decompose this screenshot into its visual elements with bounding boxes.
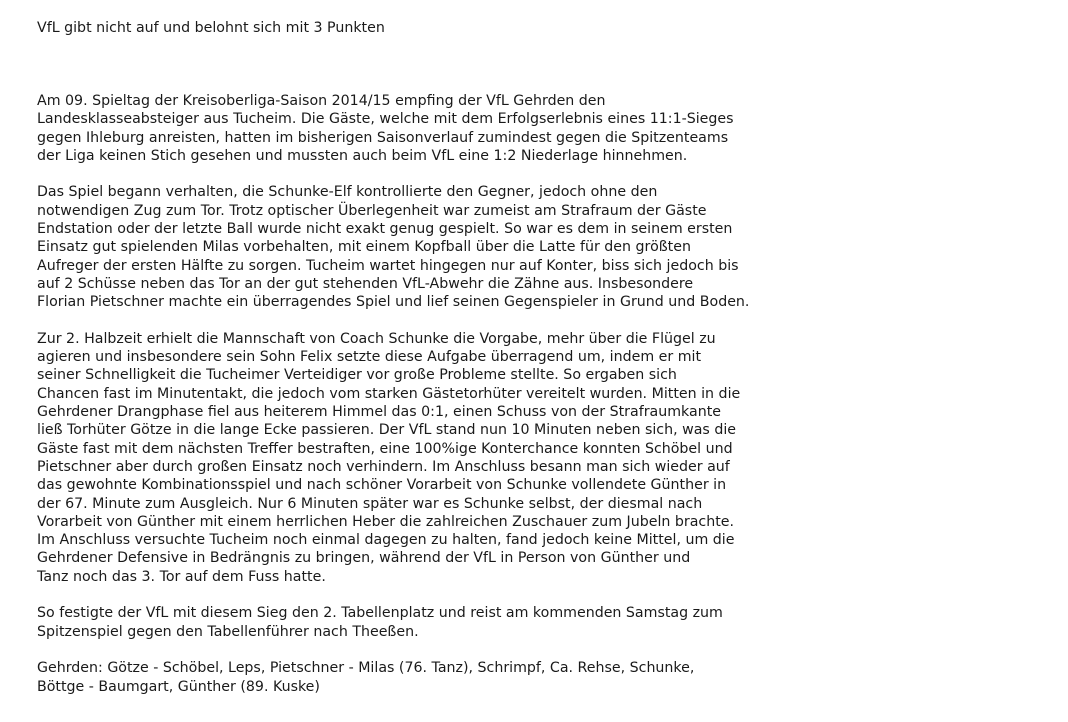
text-line: Landesklasseabsteiger aus Tucheim. Die Gäste, welche mit dem Erfolgserlebnis eines 11:1-Sieges	[37, 111, 734, 128]
text-line: agieren und insbesondere sein Sohn Felix setzte diese Aufgabe überragend um, indem er mit	[37, 349, 702, 366]
text-line: So festigte der VfL mit diesem Sieg den 2. Tabellenplatz und reist am kommenden Samstag zum	[37, 605, 723, 622]
text-line: Florian Pietschner machte ein überragendes Spiel und lief seinen Gegenspieler in Grund und Boden.	[37, 294, 750, 311]
paragraph-standings	[37, 604, 1037, 641]
text-line: Pietschner aber durch großen Einsatz noch verhindern. Im Anschluss besann man sich wieder auf	[37, 458, 730, 475]
text-line: Am 09. Spieltag der Kreisoberliga-Saison 2014/15 empfing der VfL Gehrden den	[37, 93, 606, 109]
paragraph-second-half	[37, 330, 1037, 586]
article-page	[37, 19, 1037, 714]
text-line: das gewohnte Kombinationsspiel und nach schöner Vorarbeit von Schunke vollendete Günther in	[37, 477, 727, 494]
text-line: Tanz noch das 3. Tor auf dem Fuss hatte.	[37, 568, 326, 585]
text-line: Chancen fast im Minutentakt, die jedoch vom starken Gästetorhüter vereitelt wurden. Mitten in die	[37, 385, 741, 402]
text-line: Böttge - Baumgart, Günther (89. Kuske)	[37, 678, 320, 695]
paragraph-first-half	[37, 183, 1037, 311]
text-line: Aufreger der ersten Hälfte zu sorgen. Tucheim wartet hingegen nur auf Konter, biss sich jedoch bis	[37, 257, 739, 274]
text-line: Gäste fast mit dem nächsten Treffer bestraften, eine 100%ige Konterchance konnten Schöbel und	[37, 440, 733, 457]
paragraph-intro	[37, 92, 1037, 165]
text-line: Spitzenspiel gegen den Tabellenführer nach Theeßen.	[37, 623, 419, 640]
text-line: der Liga keinen Stich gesehen und mussten auch beim VfL eine 1:2 Niederlage hinnehmen.	[37, 147, 688, 164]
paragraph-lineup	[37, 659, 1037, 696]
text-line: seiner Schnelligkeit die Tucheimer Verteidiger vor große Probleme stellte. So ergaben sich	[37, 367, 677, 384]
text-line: Endstation oder der letzte Ball wurde nicht exakt genug gespielt. So war es dem in seinem ersten	[37, 221, 733, 238]
text-line: Gehrden: Götze - Schöbel, Leps, Pietschner - Milas (76. Tanz), Schrimpf, Ca. Rehse, Schunke,	[37, 660, 695, 677]
text-line: notwendigen Zug zum Tor. Trotz optischer Überlegenheit war zumeist am Strafraum der Gäste	[37, 202, 707, 219]
text-line: Im Anschluss versuchte Tucheim noch einmal dagegen zu halten, fand jedoch keine Mittel, um die	[37, 532, 735, 549]
article-body	[37, 92, 1037, 696]
text-line: Einsatz gut spielenden Milas vorbehalten, mit einem Kopfball über die Latte für den größten	[37, 239, 691, 256]
text-line: Zur 2. Halbzeit erhielt die Mannschaft von Coach Schunke die Vorgabe, mehr über die Flügel zu	[37, 330, 716, 347]
text-line: Das Spiel begann verhalten, die Schunke-Elf kontrollierte den Gegner, jedoch ohne den	[37, 184, 658, 201]
text-line: auf 2 Schüsse neben das Tor an der gut stehenden VfL-Abwehr die Zähne aus. Insbesondere	[37, 275, 694, 292]
text-line: Gehrdener Defensive in Bedrängnis zu bringen, während der VfL in Person von Günther und	[37, 550, 691, 567]
text-line: Gehrdener Drangphase fiel aus heiterem Himmel das 0:1, einen Schuss von der Strafraumkante	[37, 404, 721, 421]
text-line: gegen Ihleburg anreisten, hatten im bisherigen Saisonverlauf zumindest gegen die Spitzenteams	[37, 129, 729, 146]
text-line: Vorarbeit von Günther mit einem herrlichen Heber die zahlreichen Zuschauer zum Jubeln brachte.	[37, 513, 735, 530]
article-title: VfL gibt nicht auf und belohnt sich mit 3 Punkten	[37, 20, 385, 36]
text-line: der 67. Minute zum Ausgleich. Nur 6 Minuten später war es Schunke selbst, der diesmal nach	[37, 495, 703, 512]
text-line: ließ Torhüter Götze in die lange Ecke passieren. Der VfL stand nun 10 Minuten neben sich, was die	[37, 422, 736, 439]
